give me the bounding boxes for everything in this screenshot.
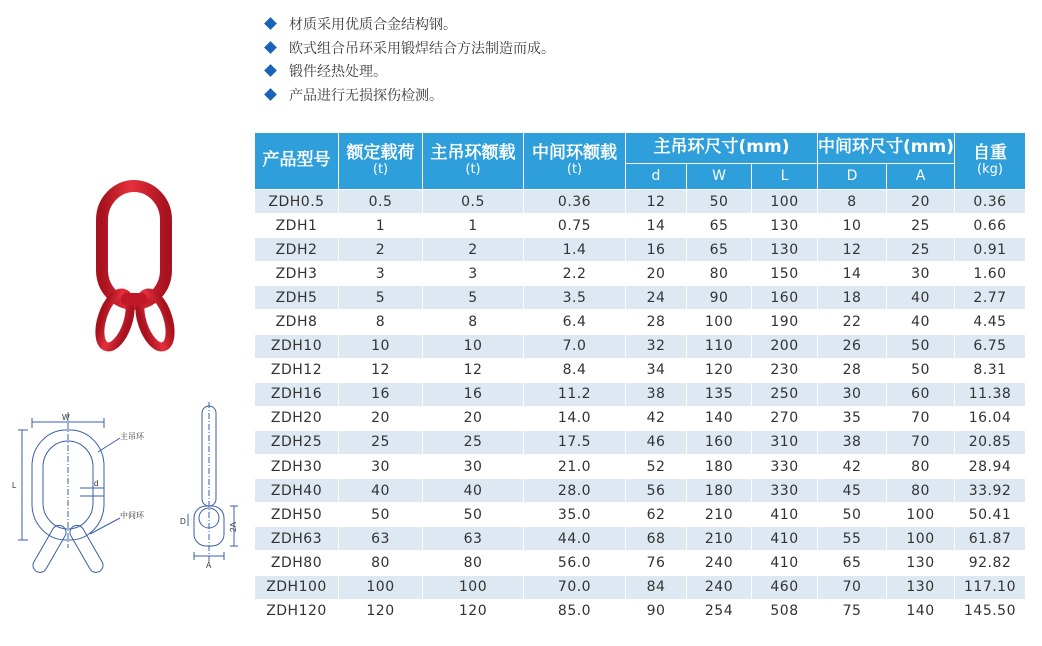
table-cell: 1 xyxy=(423,214,524,238)
diamond-bullet-icon xyxy=(264,17,277,30)
table-cell: 254 xyxy=(687,599,752,623)
table-cell: 30 xyxy=(339,455,423,479)
table-cell: 100 xyxy=(887,503,955,527)
table-cell: 50 xyxy=(887,358,955,382)
middle-ring-label: 中间环 xyxy=(120,511,144,520)
table-cell: 8.31 xyxy=(955,358,1026,382)
table-row xyxy=(255,262,1026,286)
table-cell: 28 xyxy=(818,358,887,382)
table-cell: 200 xyxy=(752,334,818,358)
table-cell: 56 xyxy=(626,479,687,503)
table-cell: 0.5 xyxy=(339,190,423,214)
dim-l-label: L xyxy=(12,481,17,490)
table-cell: 1.60 xyxy=(955,262,1026,286)
table-cell: 20 xyxy=(887,190,955,214)
table-cell: 160 xyxy=(687,430,752,454)
table-cell: ZDH30 xyxy=(255,455,339,479)
table-cell: 0.36 xyxy=(955,190,1026,214)
table-cell: 28.94 xyxy=(955,455,1026,479)
table-cell: 80 xyxy=(423,551,524,575)
table-cell: ZDH100 xyxy=(255,575,339,599)
table-cell: 100 xyxy=(887,527,955,551)
table-cell: 230 xyxy=(752,358,818,382)
feature-item: 材质采用优质合金结构钢。 xyxy=(262,14,555,38)
table-cell: 120 xyxy=(423,599,524,623)
dim-d-label: d xyxy=(94,479,99,488)
table-cell: 42 xyxy=(626,406,687,430)
table-cell: 80 xyxy=(887,455,955,479)
table-cell: 2.77 xyxy=(955,286,1026,310)
table-cell: 160 xyxy=(752,286,818,310)
table-cell: 60 xyxy=(887,382,955,406)
header-sub-w: W xyxy=(687,164,752,190)
table-cell: 80 xyxy=(687,262,752,286)
table-cell: 70 xyxy=(887,406,955,430)
table-cell: 20.85 xyxy=(955,430,1026,454)
table-cell: 135 xyxy=(687,382,752,406)
table-cell: 3.5 xyxy=(524,286,626,310)
table-cell: 80 xyxy=(887,479,955,503)
table-cell: 180 xyxy=(687,479,752,503)
table-cell: 14 xyxy=(818,262,887,286)
diamond-bullet-icon xyxy=(264,88,277,101)
main-ring-label: 主吊环 xyxy=(120,432,144,441)
header-model: 产品型号 xyxy=(255,133,339,190)
table-cell: 210 xyxy=(687,503,752,527)
table-cell: 0.66 xyxy=(955,214,1026,238)
table-body xyxy=(255,190,1026,624)
table-cell: 330 xyxy=(752,479,818,503)
table-cell: 34 xyxy=(626,358,687,382)
dim-w-label: W xyxy=(62,413,70,422)
table-cell: 35.0 xyxy=(524,503,626,527)
table-cell: 68 xyxy=(626,527,687,551)
header-sub-d: d xyxy=(626,164,687,190)
table-cell: 20 xyxy=(626,262,687,286)
table-cell: 250 xyxy=(752,382,818,406)
table-cell: 460 xyxy=(752,575,818,599)
table-cell: 85.0 xyxy=(524,599,626,623)
table-cell: ZDH10 xyxy=(255,334,339,358)
table-cell: 26 xyxy=(818,334,887,358)
table-cell: 22 xyxy=(818,310,887,334)
table-cell: 63 xyxy=(423,527,524,551)
table-cell: 70 xyxy=(818,575,887,599)
table-row xyxy=(255,503,1026,527)
table-cell: 50 xyxy=(423,503,524,527)
table-cell: 0.36 xyxy=(524,190,626,214)
table-cell: 32 xyxy=(626,334,687,358)
table-cell: 150 xyxy=(752,262,818,286)
table-cell: 410 xyxy=(752,527,818,551)
table-cell: 11.2 xyxy=(524,382,626,406)
table-cell: ZDH63 xyxy=(255,527,339,551)
table-row xyxy=(255,334,1026,358)
table-cell: ZDH25 xyxy=(255,430,339,454)
dim-2a-label: 2A xyxy=(229,522,238,532)
table-cell: 14 xyxy=(626,214,687,238)
table-cell: ZDH1 xyxy=(255,214,339,238)
table-cell: ZDH3 xyxy=(255,262,339,286)
table-cell: 16.04 xyxy=(955,406,1026,430)
table-cell: 20 xyxy=(423,406,524,430)
table-cell: 12 xyxy=(339,358,423,382)
table-cell: 130 xyxy=(887,551,955,575)
dim-D-label: D xyxy=(180,517,186,526)
table-cell: 12 xyxy=(423,358,524,382)
table-cell: 50 xyxy=(818,503,887,527)
table-cell: 65 xyxy=(687,214,752,238)
table-cell: 240 xyxy=(687,575,752,599)
table-cell: 25 xyxy=(887,214,955,238)
table-row xyxy=(255,599,1026,623)
table-cell: 40 xyxy=(339,479,423,503)
table-cell: 40 xyxy=(423,479,524,503)
table-cell: 330 xyxy=(752,455,818,479)
table-cell: 2 xyxy=(423,238,524,262)
table-cell: 28.0 xyxy=(524,479,626,503)
table-cell: 33.92 xyxy=(955,479,1026,503)
table-cell: 210 xyxy=(687,527,752,551)
diamond-bullet-icon xyxy=(264,64,277,77)
table-cell: 100 xyxy=(423,575,524,599)
table-row xyxy=(255,551,1026,575)
table-cell: 52 xyxy=(626,455,687,479)
table-cell: 140 xyxy=(687,406,752,430)
table-cell: 8.4 xyxy=(524,358,626,382)
table-cell: 30 xyxy=(423,455,524,479)
header-sub-A: A xyxy=(887,164,955,190)
table-cell: 508 xyxy=(752,599,818,623)
table-row xyxy=(255,575,1026,599)
table-row xyxy=(255,286,1026,310)
table-cell: 14.0 xyxy=(524,406,626,430)
table-cell: 130 xyxy=(752,238,818,262)
table-cell: 16 xyxy=(626,238,687,262)
table-cell: 5 xyxy=(423,286,524,310)
table-cell: ZDH40 xyxy=(255,479,339,503)
table-row xyxy=(255,310,1026,334)
header-weight: 自重 (kg) xyxy=(955,133,1026,190)
table-cell: ZDH0.5 xyxy=(255,190,339,214)
table-row xyxy=(255,406,1026,430)
table-cell: 130 xyxy=(887,575,955,599)
table-cell: 44.0 xyxy=(524,527,626,551)
table-cell: ZDH5 xyxy=(255,286,339,310)
table-cell: ZDH20 xyxy=(255,406,339,430)
table-row xyxy=(255,479,1026,503)
table-cell: 6.4 xyxy=(524,310,626,334)
table-cell: 20 xyxy=(339,406,423,430)
table-row xyxy=(255,190,1026,214)
table-row xyxy=(255,358,1026,382)
table-cell: 90 xyxy=(626,599,687,623)
table-cell: 50.41 xyxy=(955,503,1026,527)
table-row xyxy=(255,455,1026,479)
table-cell: 18 xyxy=(818,286,887,310)
table-cell: 120 xyxy=(687,358,752,382)
table-cell: 70.0 xyxy=(524,575,626,599)
table-cell: 17.5 xyxy=(524,430,626,454)
table-cell: 410 xyxy=(752,551,818,575)
table-cell: 92.82 xyxy=(955,551,1026,575)
table-cell: 65 xyxy=(818,551,887,575)
table-cell: 62 xyxy=(626,503,687,527)
table-cell: 0.5 xyxy=(423,190,524,214)
dim-a-label: A xyxy=(206,561,212,570)
table-cell: 10 xyxy=(339,334,423,358)
table-cell: 7.0 xyxy=(524,334,626,358)
table-cell: 100 xyxy=(752,190,818,214)
table-cell: 70 xyxy=(887,430,955,454)
header-middle-ring-load: 中间环额载 (t) xyxy=(524,133,626,190)
master-link-product-image xyxy=(85,180,195,355)
table-cell: 3 xyxy=(339,262,423,286)
feature-item: 锻件经热处理。 xyxy=(262,61,555,85)
table-cell: 21.0 xyxy=(524,455,626,479)
table-cell: 46 xyxy=(626,430,687,454)
table-cell: 145.50 xyxy=(955,599,1026,623)
table-cell: 0.91 xyxy=(955,238,1026,262)
table-cell: 56.0 xyxy=(524,551,626,575)
table-row xyxy=(255,214,1026,238)
header-main-ring-size: 主吊环尺寸(mm) xyxy=(626,133,818,164)
table-cell: 45 xyxy=(818,479,887,503)
table-cell: 117.10 xyxy=(955,575,1026,599)
header-middle-ring-size: 中间环尺寸(mm) xyxy=(818,133,955,164)
table-cell: 50 xyxy=(887,334,955,358)
table-cell: 8 xyxy=(423,310,524,334)
table-cell: 100 xyxy=(687,310,752,334)
table-cell: 40 xyxy=(887,286,955,310)
table-cell: 1 xyxy=(339,214,423,238)
table-row xyxy=(255,430,1026,454)
table-cell: 130 xyxy=(752,214,818,238)
table-cell: 76 xyxy=(626,551,687,575)
table-cell: 190 xyxy=(752,310,818,334)
table-cell: 75 xyxy=(818,599,887,623)
table-cell: 65 xyxy=(687,238,752,262)
table-cell: 4.45 xyxy=(955,310,1026,334)
header-sub-D: D xyxy=(818,164,887,190)
table-cell: ZDH12 xyxy=(255,358,339,382)
table-cell: 110 xyxy=(687,334,752,358)
table-cell: 50 xyxy=(339,503,423,527)
table-row xyxy=(255,238,1026,262)
header-rated-load: 额定载荷 (t) xyxy=(339,133,423,190)
table-cell: 410 xyxy=(752,503,818,527)
table-cell: ZDH80 xyxy=(255,551,339,575)
table-cell: 8 xyxy=(818,190,887,214)
table-cell: 310 xyxy=(752,430,818,454)
table-cell: 2.2 xyxy=(524,262,626,286)
table-cell: 6.75 xyxy=(955,334,1026,358)
table-cell: 28 xyxy=(626,310,687,334)
table-cell: 63 xyxy=(339,527,423,551)
header-main-ring-load: 主吊环额载 (t) xyxy=(423,133,524,190)
table-cell: ZDH2 xyxy=(255,238,339,262)
table-cell: 90 xyxy=(687,286,752,310)
table-cell: 16 xyxy=(423,382,524,406)
table-cell: ZDH8 xyxy=(255,310,339,334)
table-cell: 2 xyxy=(339,238,423,262)
table-cell: 140 xyxy=(887,599,955,623)
table-cell: 50 xyxy=(687,190,752,214)
table-cell: 120 xyxy=(339,599,423,623)
table-cell: 84 xyxy=(626,575,687,599)
table-cell: 24 xyxy=(626,286,687,310)
table-cell: ZDH120 xyxy=(255,599,339,623)
table-cell: 270 xyxy=(752,406,818,430)
table-cell: 25 xyxy=(423,430,524,454)
front-view-drawing xyxy=(10,408,175,578)
table-cell: 0.75 xyxy=(524,214,626,238)
table-cell: 12 xyxy=(818,238,887,262)
table-cell: 10 xyxy=(423,334,524,358)
diamond-bullet-icon xyxy=(264,41,277,54)
table-cell: 30 xyxy=(887,262,955,286)
feature-list xyxy=(262,14,555,108)
table-cell: 10 xyxy=(818,214,887,238)
table-cell: ZDH16 xyxy=(255,382,339,406)
feature-item: 欧式组合吊环采用锻焊结合方法制造而成。 xyxy=(262,38,555,62)
table-cell: ZDH50 xyxy=(255,503,339,527)
table-cell: 180 xyxy=(687,455,752,479)
table-cell: 11.38 xyxy=(955,382,1026,406)
table-cell: 38 xyxy=(818,430,887,454)
table-cell: 1.4 xyxy=(524,238,626,262)
table-cell: 16 xyxy=(339,382,423,406)
table-cell: 61.87 xyxy=(955,527,1026,551)
table-cell: 12 xyxy=(626,190,687,214)
table-cell: 40 xyxy=(887,310,955,334)
table-cell: 5 xyxy=(339,286,423,310)
feature-item: 产品进行无损探伤检测。 xyxy=(262,85,555,109)
header-sub-l: L xyxy=(752,164,818,190)
table-cell: 8 xyxy=(339,310,423,334)
table-cell: 55 xyxy=(818,527,887,551)
table-cell: 240 xyxy=(687,551,752,575)
table-cell: 25 xyxy=(339,430,423,454)
table-cell: 35 xyxy=(818,406,887,430)
table-row xyxy=(255,527,1026,551)
table-cell: 30 xyxy=(818,382,887,406)
table-cell: 100 xyxy=(339,575,423,599)
table-row xyxy=(255,382,1026,406)
table-cell: 42 xyxy=(818,455,887,479)
table-cell: 25 xyxy=(887,238,955,262)
specification-table xyxy=(254,132,1026,624)
table-cell: 38 xyxy=(626,382,687,406)
table-cell: 80 xyxy=(339,551,423,575)
table-cell: 3 xyxy=(423,262,524,286)
side-view-drawing xyxy=(178,402,248,572)
